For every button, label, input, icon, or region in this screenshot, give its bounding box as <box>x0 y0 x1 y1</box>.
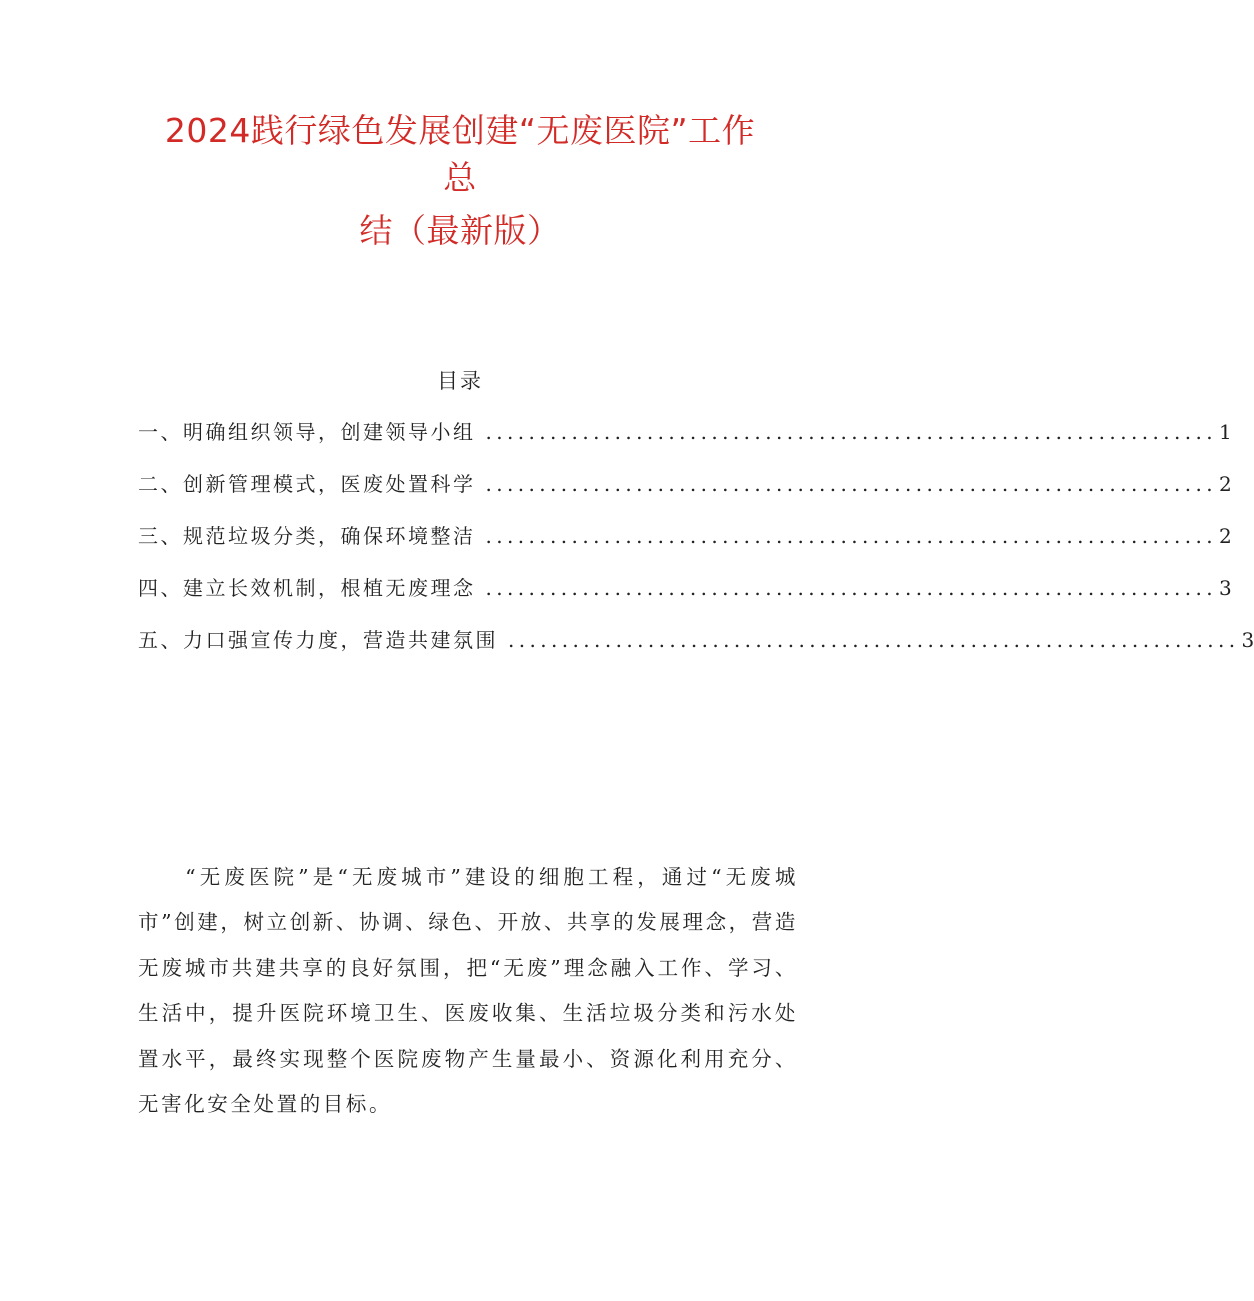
toc-entry[interactable] <box>138 466 1232 518</box>
toc-entry[interactable] <box>138 622 1254 674</box>
toc-entry-page: 2 <box>1219 524 1232 548</box>
toc-entry[interactable] <box>138 570 1232 622</box>
toc-entry-page: 3 <box>1219 576 1232 600</box>
table-of-contents <box>138 414 1254 674</box>
toc-leader-dots: .................................................................... <box>508 628 1240 652</box>
toc-leader-dots: .................................................................... <box>485 472 1218 496</box>
toc-entry-label: 二、创新管理模式，医废处置科学 <box>138 472 476 496</box>
toc-entry-page: 1 <box>1219 420 1232 444</box>
toc-leader-dots: .................................................................... <box>485 524 1218 548</box>
document-title-line-2: 总 <box>443 158 477 197</box>
toc-entry-label: 四、建立长效机制，根植无废理念 <box>138 576 476 600</box>
toc-leader-dots: .................................................................... <box>485 576 1218 600</box>
toc-entry-page: 3 <box>1241 628 1254 652</box>
toc-entry-page: 2 <box>1219 472 1232 496</box>
toc-leader-dots: .................................................................... <box>485 420 1218 444</box>
toc-entry-label: 一、明确组织领导，创建领导小组 <box>138 420 476 444</box>
document-title-line-3: 结（最新版） <box>359 211 561 250</box>
toc-entry-label: 五、力口强宣传力度，营造共建氛围 <box>138 628 498 652</box>
body-paragraph: “无废医院”是“无废城市”建设的细胞工程，通过“无废城市”创建，树立创新、协调、绿色、开放、共享的发展理念，营造无废城市共建共享的良好氛围，把“无废”理念融入工作、学习、生活中，提升医院环境卫生、医废收集、生活垃圾分类和污水处置水平，最终实现整个医院废物产生量最小、资源化利用充分、无害化安全处置的目标。 <box>138 864 798 1116</box>
toc-entry-label: 三、规范垃圾分类，确保环境整洁 <box>138 524 476 548</box>
document-title-line-1: 2024践行绿色发展创建“无废医院”工作 <box>164 111 756 150</box>
toc-heading: 目录 <box>437 369 483 393</box>
toc-entry[interactable] <box>138 414 1232 466</box>
toc-entry[interactable] <box>138 518 1232 570</box>
